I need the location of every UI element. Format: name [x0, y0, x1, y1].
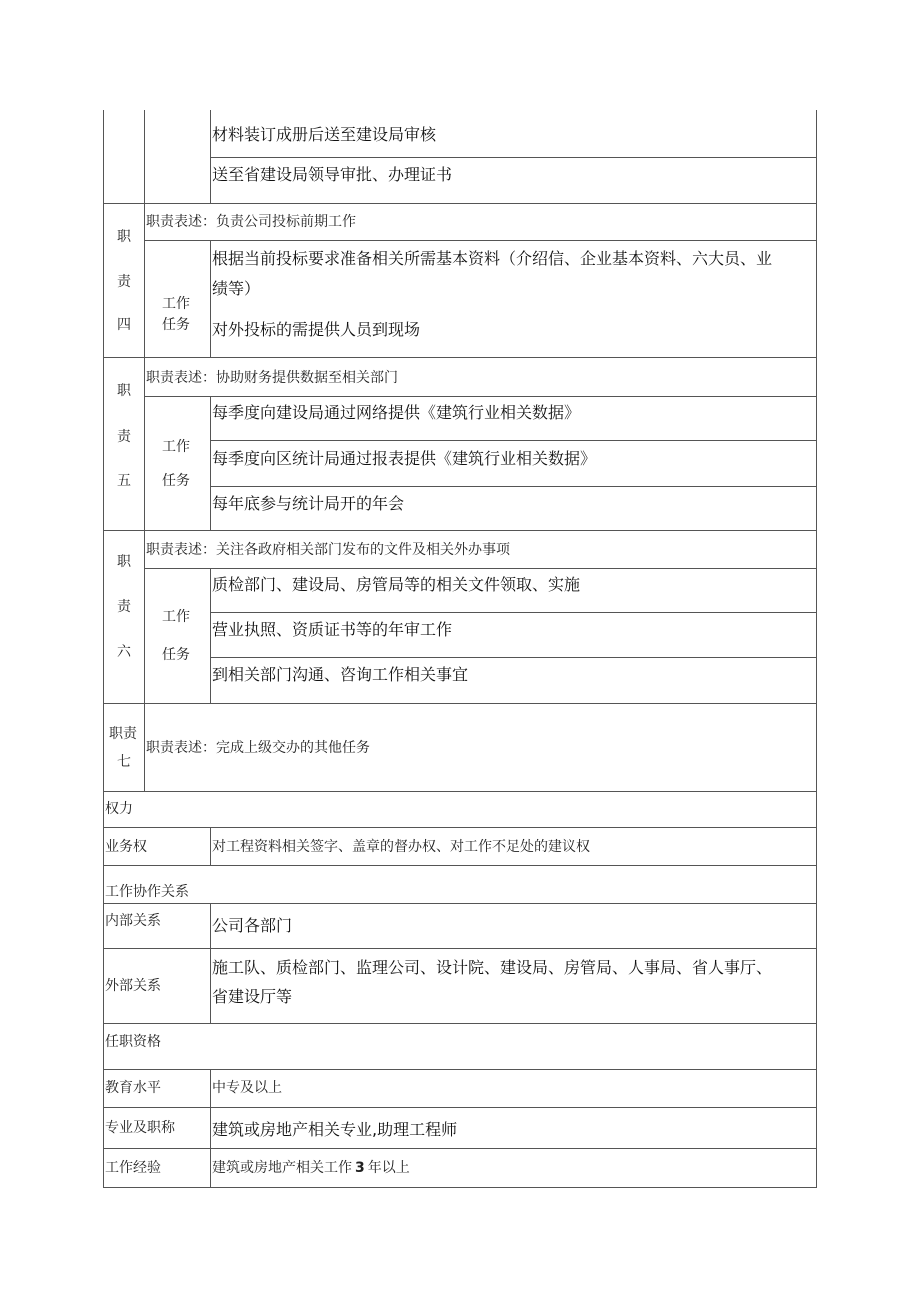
rule — [103, 110, 104, 1187]
field-label: 业务权 — [105, 839, 147, 855]
section-header: 权力 — [105, 801, 133, 817]
task-label: 工作 — [162, 439, 190, 455]
rule — [144, 396, 817, 397]
duty-label-char: 职 — [117, 229, 131, 245]
duty-description: 职责表述：协助财务提供数据至相关部门 — [146, 370, 398, 386]
rule — [103, 1023, 817, 1024]
duty-label-char: 责 — [117, 599, 131, 615]
duty-label-char: 四 — [117, 317, 131, 333]
rule — [210, 612, 817, 613]
task-label: 任务 — [162, 473, 190, 489]
rule — [210, 157, 817, 158]
rule — [210, 396, 211, 530]
field-label: 内部关系 — [105, 913, 161, 929]
experience-years: 3 — [355, 1160, 365, 1176]
rule — [103, 791, 817, 792]
section-header: 任职资格 — [105, 1034, 161, 1050]
task-text: 每年底参与统计局开的年会 — [212, 494, 405, 513]
duty-description: 职责表述：完成上级交办的其他任务 — [146, 740, 370, 756]
duty-label-char: 职 — [117, 383, 131, 399]
task-text: 每季度向建设局通过网络提供《建筑行业相关数据》 — [212, 403, 581, 422]
rule — [103, 530, 817, 531]
rule — [210, 568, 211, 703]
task-label: 工作 — [162, 296, 190, 312]
task-text: 送至省建设局领导审批、办理证书 — [212, 165, 453, 184]
rule — [103, 203, 817, 204]
field-value: 施工队、质检部门、监理公司、设计院、建设局、房管局、人事局、省人事厅、 — [212, 958, 773, 977]
task-text: 营业执照、资质证书等的年审工作 — [212, 620, 453, 639]
rule — [103, 357, 817, 358]
rule — [210, 657, 817, 658]
rule — [210, 440, 817, 441]
task-text: 材料装订成册后送至建设局审核 — [212, 125, 437, 144]
duty-label-char: 责 — [117, 274, 131, 290]
duty-label: 七 — [117, 754, 131, 770]
experience-suffix: 年以上 — [367, 1160, 410, 1176]
rule — [144, 568, 817, 569]
duty-label: 职责 — [109, 726, 137, 742]
field-value: 公司各部门 — [212, 916, 293, 935]
rule — [144, 240, 817, 241]
task-label: 工作 — [162, 609, 190, 625]
rule — [816, 110, 817, 1187]
field-value: 对工程资料相关签字、盖章的督办权、对工作不足处的建议权 — [212, 839, 590, 855]
rule — [210, 827, 211, 865]
task-text: 绩等） — [212, 279, 261, 298]
duty-label-char: 五 — [117, 473, 131, 489]
duty-description: 职责表述：负责公司投标前期工作 — [146, 214, 356, 230]
field-value: 省建设厅等 — [212, 987, 293, 1006]
rule — [103, 865, 817, 866]
duty-label-char: 职 — [117, 554, 131, 570]
duty-description: 职责表述：关注各政府相关部门发布的文件及相关外办事项 — [146, 542, 510, 558]
rule — [210, 486, 817, 487]
section-header: 工作协作关系 — [105, 884, 189, 900]
field-value — [212, 1161, 410, 1175]
duty-label-char: 六 — [117, 644, 131, 660]
field-value: 中专及以上 — [212, 1080, 282, 1096]
rule — [103, 1187, 817, 1188]
rule — [210, 240, 211, 357]
field-label: 专业及职称 — [105, 1120, 175, 1136]
rule — [103, 703, 817, 704]
rule — [210, 110, 211, 203]
task-text: 每季度向区统计局通过报表提供《建筑行业相关数据》 — [212, 449, 597, 468]
task-label: 任务 — [162, 647, 190, 663]
task-label: 任务 — [162, 317, 190, 333]
field-label: 工作经验 — [105, 1160, 161, 1176]
duty-label-char: 责 — [117, 429, 131, 445]
rule — [144, 110, 145, 791]
task-text: 质检部门、建设局、房管局等的相关文件领取、实施 — [212, 575, 581, 594]
task-text: 根据当前投标要求准备相关所需基本资料（介绍信、企业基本资料、六大员、业 — [212, 249, 773, 268]
experience-prefix: 建筑或房地产相关工作 — [212, 1160, 352, 1176]
field-value: 建筑或房地产相关专业,助理工程师 — [212, 1120, 458, 1139]
rule — [210, 1069, 211, 1187]
rule — [210, 903, 211, 1023]
task-text: 对外投标的需提供人员到现场 — [212, 320, 421, 339]
field-label: 外部关系 — [105, 978, 161, 994]
field-label: 教育水平 — [105, 1080, 161, 1096]
task-text: 到相关部门沟通、咨询工作相关事宜 — [212, 665, 469, 684]
